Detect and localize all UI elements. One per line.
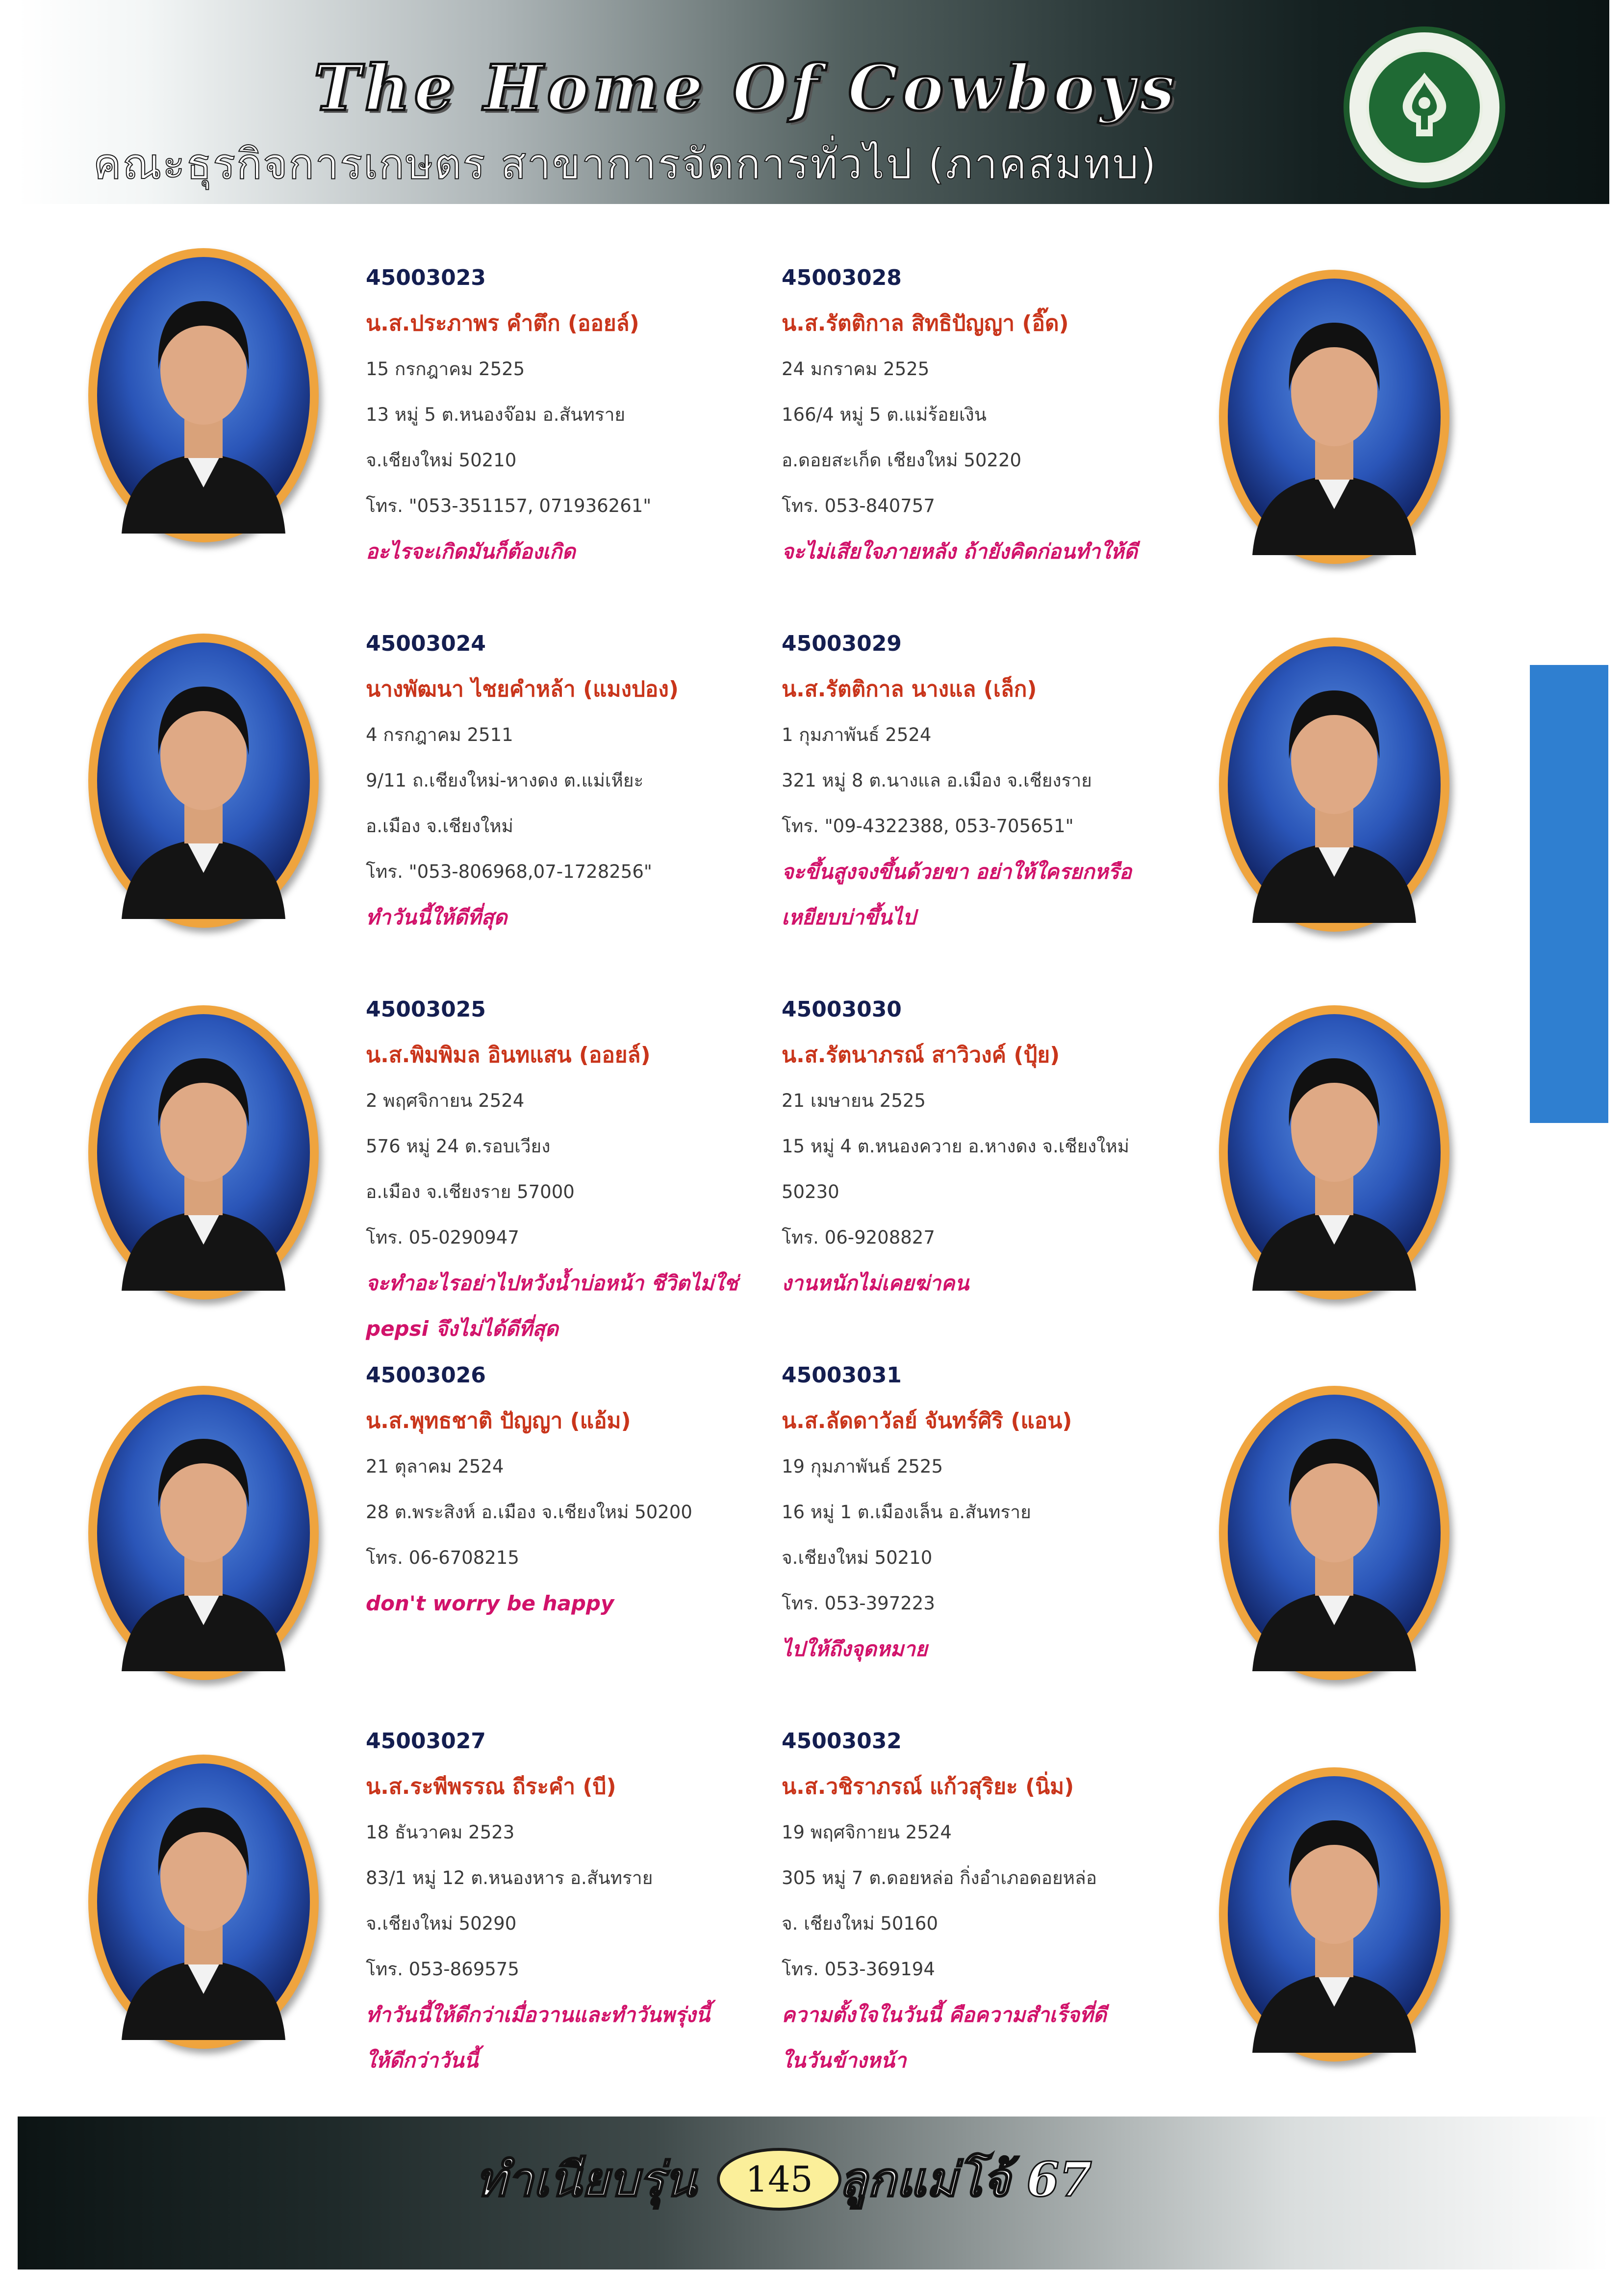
student-id: 45003023	[366, 265, 486, 290]
student-name: น.ส.ลัดดาวัลย์ จันทร์ศิริ (แอน)	[782, 1408, 1072, 1433]
student-name: น.ส.รัตติกาล สิทธิปัญญา (อิ๊ด)	[782, 311, 1069, 336]
student-birthdate: 1 กุมภาพันธ์ 2524	[782, 724, 932, 745]
student-name: น.ส.รัตติกาล นางแล (เล็ก)	[782, 677, 1037, 702]
university-logo	[1344, 26, 1505, 188]
student-name: น.ส.ประภาพร คำตึก (ออยล์)	[366, 311, 639, 336]
student-photo	[1219, 1767, 1449, 2062]
student-motto: ทำวันนี้ให้ดีที่สุด	[366, 905, 508, 929]
footer-book-title: ทำเนียบรุ่น	[476, 2152, 696, 2207]
student-phone: โทร. "053-351157, 071936261"	[366, 495, 652, 516]
page-title: The Home Of Cowboys	[314, 51, 1179, 125]
student-motto: ทำวันนี้ให้ดีกว่าเมื่อวานและทำวันพรุ่งนี้	[366, 2003, 710, 2027]
student-entry	[782, 621, 1154, 940]
student-name: น.ส.พุทธชาติ ปัญญา (แอ้ม)	[366, 1408, 631, 1433]
student-entry	[366, 1352, 738, 1626]
student-address: 15 หมู่ 4 ต.หนองควาย อ.หางดง จ.เชียงใหม่	[782, 1136, 1130, 1157]
student-motto: เหยียบบ่าขึ้นไป	[782, 905, 916, 929]
student-id: 45003030	[782, 997, 902, 1022]
student-photo	[88, 634, 319, 928]
student-photo	[1219, 1386, 1449, 1680]
student-phone: โทร. 06-9208827	[782, 1227, 935, 1248]
student-photo	[88, 1755, 319, 2049]
student-motto: ในวันข้างหน้า	[782, 2048, 907, 2072]
student-address: 16 หมู่ 1 ต.เมืองเล็น อ.สันทราย	[782, 1502, 1031, 1523]
student-birthdate: 2 พฤศจิกายน 2524	[366, 1090, 525, 1111]
student-motto: ไปให้ถึงจุดหมาย	[782, 1637, 928, 1661]
student-birthdate: 19 กุมภาพันธ์ 2525	[782, 1456, 943, 1477]
student-motto: จะขึ้นสูงจงขึ้นด้วยขา อย่าให้ใครยกหรือ	[782, 860, 1132, 884]
student-phone: โทร. 053-369194	[782, 1959, 935, 1980]
side-tab	[1530, 665, 1608, 1123]
student-address: 321 หมู่ 8 ต.นางแล อ.เมือง จ.เชียงราย	[782, 770, 1092, 791]
student-birthdate: 21 ตุลาคม 2524	[366, 1456, 504, 1477]
student-photo	[1219, 270, 1449, 564]
student-phone: โทร. "09-4322388, 053-705651"	[782, 816, 1074, 837]
student-phone: โทร. 06-6708215	[366, 1547, 519, 1568]
student-motto: ให้ดีกว่าวันนี้	[366, 2048, 479, 2072]
student-birthdate: 21 เมษายน 2525	[782, 1090, 926, 1111]
emblem-icon	[1389, 68, 1460, 146]
student-id: 45003028	[782, 265, 902, 290]
student-address: จ. เชียงใหม่ 50160	[782, 1913, 939, 1934]
student-motto: pepsi จึงไม่ได้ดีที่สุด	[366, 1317, 558, 1341]
student-entry	[782, 1352, 1154, 1672]
student-name: นางพัฒนา ไชยคำหล้า (แมงปอง)	[366, 677, 679, 702]
student-motto: don't worry be happy	[366, 1591, 614, 1615]
student-address: 166/4 หมู่ 5 ต.แม่ร้อยเงิน	[782, 404, 987, 425]
student-birthdate: 18 ธันวาคม 2523	[366, 1822, 515, 1843]
student-id: 45003032	[782, 1729, 902, 1754]
student-address: จ.เชียงใหม่ 50210	[366, 450, 517, 471]
page-subtitle: คณะธุรกิจการเกษตร สาขาการจัดการทั่วไป (ภาคสมทบ)	[93, 140, 1158, 189]
student-id: 45003024	[366, 631, 486, 656]
footer-class-name: ลูกแม่โจ้ 67	[838, 2152, 1092, 2207]
student-motto: งานหนักไม่เคยฆ่าคน	[782, 1271, 969, 1295]
student-entry	[366, 987, 738, 1352]
student-motto: อะไรจะเกิดมันก็ต้องเกิด	[366, 539, 576, 563]
student-id: 45003031	[782, 1363, 902, 1388]
student-motto: จะไม่เสียใจภายหลัง ถ้ายังคิดก่อนทำให้ดี	[782, 539, 1138, 563]
student-address: อ.เมือง จ.เชียงใหม่	[366, 816, 513, 837]
student-id: 45003027	[366, 1729, 486, 1754]
student-address: 13 หมู่ 5 ต.หนองจ๊อม อ.สันทราย	[366, 404, 626, 425]
student-phone: โทร. 053-840757	[782, 495, 935, 516]
student-entry	[782, 1718, 1154, 2083]
student-birthdate: 24 มกราคม 2525	[782, 358, 930, 380]
student-address: 83/1 หมู่ 12 ต.หนองหาร อ.สันทราย	[366, 1867, 653, 1888]
student-birthdate: 4 กรกฎาคม 2511	[366, 724, 513, 745]
student-phone: โทร. 05-0290947	[366, 1227, 519, 1248]
student-name: น.ส.รัตนาภรณ์ สาวิวงค์ (ปุ้ย)	[782, 1043, 1060, 1068]
student-motto: จะทำอะไรอย่าไปหวังน้ำบ่อหน้า ชีวิตไม่ใช่	[366, 1271, 738, 1295]
student-name: น.ส.ระพีพรรณ ถีระคำ (บี)	[366, 1774, 616, 1799]
page-number: 145	[717, 2148, 841, 2211]
student-address: อ.เมือง จ.เชียงราย 57000	[366, 1181, 575, 1202]
student-address: จ.เชียงใหม่ 50210	[782, 1547, 933, 1568]
student-entry	[366, 621, 738, 940]
student-photo	[1219, 1005, 1449, 1300]
student-address: 576 หมู่ 24 ต.รอบเวียง	[366, 1136, 551, 1157]
student-address: 28 ต.พระสิงห์ อ.เมือง จ.เชียงใหม่ 50200	[366, 1502, 692, 1523]
student-phone: โทร. "053-806968,07-1728256"	[366, 861, 652, 882]
student-id: 45003025	[366, 997, 486, 1022]
student-entry	[366, 1718, 738, 2083]
student-address: จ.เชียงใหม่ 50290	[366, 1913, 517, 1934]
student-motto: ความตั้งใจในวันนี้ คือความสำเร็จที่ดี	[782, 2003, 1107, 2027]
student-entry	[782, 255, 1154, 574]
student-phone: โทร. 053-869575	[366, 1959, 519, 1980]
student-entry	[782, 987, 1154, 1306]
student-address: อ.ดอยสะเก็ด เชียงใหม่ 50220	[782, 450, 1022, 471]
student-address: 9/11 ถ.เชียงใหม่-หางดง ต.แม่เหียะ	[366, 770, 644, 791]
student-entry	[366, 255, 738, 574]
logo-emblem	[1366, 49, 1483, 166]
student-photo	[88, 248, 319, 542]
student-id: 45003026	[366, 1363, 486, 1388]
student-phone: โทร. 053-397223	[782, 1593, 935, 1614]
student-name: น.ส.วชิราภรณ์ แก้วสุริยะ (นิ่ม)	[782, 1774, 1074, 1799]
student-address: 50230	[782, 1181, 839, 1202]
student-photo	[88, 1005, 319, 1300]
student-birthdate: 19 พฤศจิกายน 2524	[782, 1822, 952, 1843]
student-id: 45003029	[782, 631, 902, 656]
student-photo	[1219, 638, 1449, 932]
student-birthdate: 15 กรกฎาคม 2525	[366, 358, 525, 380]
student-name: น.ส.พิมพิมล อินทแสน (ออยล์)	[366, 1043, 651, 1068]
student-address: 305 หมู่ 7 ต.ดอยหล่อ กิ่งอำเภอดอยหล่อ	[782, 1867, 1097, 1888]
student-photo	[88, 1386, 319, 1680]
